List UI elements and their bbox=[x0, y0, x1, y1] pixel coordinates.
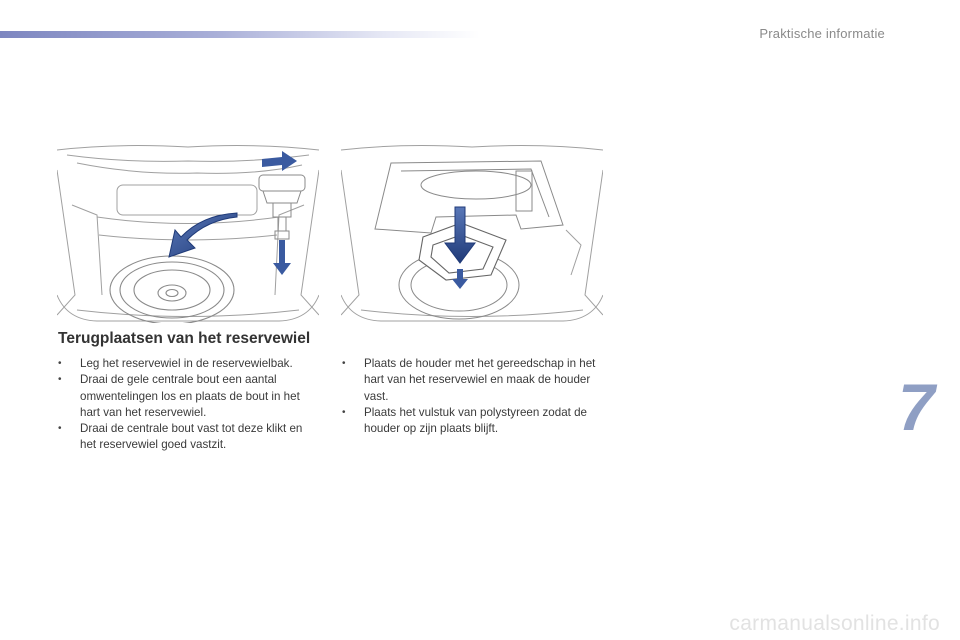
bullet-icon: • bbox=[342, 358, 346, 369]
instructions-right bbox=[342, 356, 604, 437]
list-item-text: Leg het reservewiel in de reservewielbak. bbox=[80, 357, 293, 370]
tool-holder-trunk-illustration bbox=[341, 145, 603, 323]
rotate-arrow-icon bbox=[169, 213, 237, 257]
watermark: carmanualsonline.info bbox=[729, 612, 940, 635]
arrow-down-icon bbox=[273, 240, 291, 275]
chapter-number: 7 bbox=[898, 370, 935, 444]
bullet-icon: • bbox=[342, 406, 346, 418]
list-item-text: Plaats het vulstuk van polystyreen zodat de houder op zijn plaats blijft. bbox=[364, 405, 587, 436]
instructions-left bbox=[58, 356, 320, 454]
list-item bbox=[342, 405, 604, 438]
list-item-text: Draai de gele centrale bout een aantal omwentelingen los en plaats de bout in het hart van het reservewiel. bbox=[80, 373, 300, 419]
bullet-icon: • bbox=[58, 358, 62, 369]
list-item bbox=[58, 356, 320, 372]
polystyrene-insert bbox=[375, 161, 563, 233]
arrow-right-icon bbox=[262, 151, 297, 171]
bullet-icon: • bbox=[58, 374, 62, 386]
list-item bbox=[342, 356, 604, 405]
list-item bbox=[58, 421, 320, 454]
header-gradient-bar bbox=[0, 31, 480, 38]
list-item-text: Plaats de houder met het gereedschap in het hart van het reservewiel en maak de houder vast. bbox=[364, 357, 596, 403]
section-header: Praktische informatie bbox=[759, 26, 885, 41]
spare-wheel-trunk-illustration bbox=[57, 145, 319, 323]
bullet-icon: • bbox=[58, 423, 62, 435]
list-item bbox=[58, 372, 320, 421]
section-heading: Terugplaatsen van het reservewiel bbox=[58, 330, 311, 347]
list-item-text: Draai de centrale bout vast tot deze klikt en het reservewiel goed vastzit. bbox=[80, 422, 303, 452]
spare-wheel bbox=[110, 256, 234, 323]
